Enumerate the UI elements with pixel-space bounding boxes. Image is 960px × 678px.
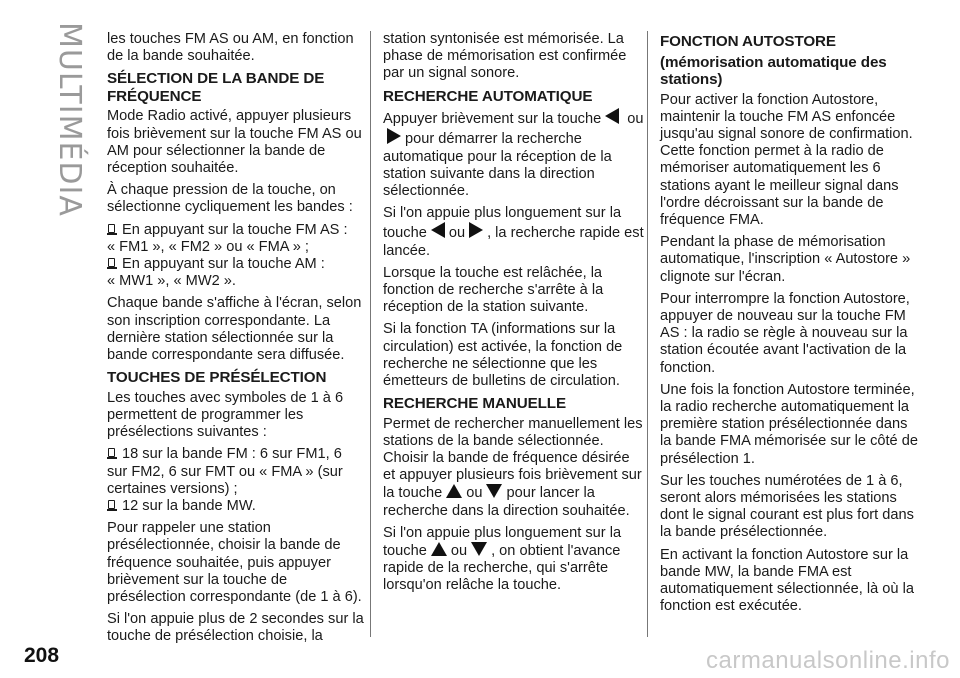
list-item	[107, 256, 365, 273]
paragraph: Lorsque la touche est relâchée, la fonction de recherche s'arrête à la réception de la station suivante.	[383, 264, 604, 316]
bullet-icon	[107, 448, 117, 459]
paragraph	[383, 108, 645, 200]
seek-left-icon	[431, 222, 445, 238]
column-1	[107, 31, 365, 651]
heading-autostore: FONCTION AUTOSTORE	[660, 33, 836, 50]
list-item-text: En appuyant sur la touche FM AS :	[122, 221, 348, 238]
paragraph: Si la fonction TA (informations sur la circulation) est activée, la fonction de recherche ne sélectionne que les émetteurs de bulletins de circulation.	[383, 321, 623, 389]
heading-band-selection: SÉLECTION DE LA BANDE DE FRÉQUENCE	[107, 70, 325, 105]
paragraph	[383, 416, 645, 520]
text: Si l'on appuie plus longuement sur la touche	[383, 524, 622, 560]
paragraph: Chaque bande s'affiche à l'écran, selon son inscription correspondante. La dernière station sélectionnée sur la bande correspondante sera diffusée.	[107, 295, 362, 364]
text: , la recherche rapide est lancée.	[383, 225, 644, 259]
paragraph: Pour interrompre la fonction Autostore, appuyer de nouveau sur la touche FM AS : la radio se règle à nouveau sur la station écoutée avant l'activation de la fonction.	[660, 290, 910, 376]
list-item	[107, 446, 365, 498]
paragraph: les touches FM AS ou AM, en fonction de la bande souhaitée.	[107, 31, 354, 65]
text: ou	[627, 111, 644, 128]
bullet-icon	[107, 224, 117, 235]
paragraph: En activant la fonction Autostore sur la bande MW, la bande FMA est automatiquement sélectionnée, là où la fonction est exécutée.	[660, 546, 914, 615]
text: ou	[450, 543, 468, 560]
heading-manual-search: RECHERCHE MANUELLE	[383, 395, 566, 413]
list-item-text: 18 sur la bande FM : 6 sur FM1, 6 sur FM2, 6 sur FMT ou « FMA » (sur certaines versions) ;	[107, 446, 343, 497]
column-2	[383, 31, 645, 600]
paragraph: Pour activer la fonction Autostore, maintenir la touche FM AS enfoncée jusqu'au signal sonore de confirmation. Cette fonction permet à la radio de mémoriser automatiquement les 6 stations ayant le meilleur signal dans l'ordre décroissant sur la bande de fréquence FMA.	[660, 91, 913, 228]
heading-preset-keys: TOUCHES DE PRÉSÉLECTION	[107, 369, 327, 387]
paragraph: Les touches avec symboles de 1 à 6 permettent de programmer les présélections suivantes :	[107, 389, 344, 441]
bullet-icon	[107, 500, 117, 511]
tune-down-icon	[486, 484, 502, 498]
page-number: 208	[24, 644, 60, 667]
text: ou	[466, 485, 483, 502]
seek-right-icon	[469, 222, 483, 238]
seek-right-icon	[387, 128, 401, 144]
column-divider	[370, 31, 371, 637]
column-3	[660, 31, 922, 620]
paragraph	[383, 205, 645, 260]
list-item-text: En appuyant sur la touche AM :	[122, 256, 325, 273]
text: Si l'on appuie plus longuement sur la touche	[383, 205, 622, 242]
paragraph: Sur les touches numérotées de 1 à 6, seront alors mémorisées les stations dont le signal courant est plus fort dans la bande présélectionnée.	[660, 472, 914, 541]
list-item-text: 12 sur la bande MW.	[122, 497, 256, 514]
list-item	[107, 498, 365, 515]
heading-auto-search: RECHERCHE AUTOMATIQUE	[383, 87, 593, 105]
text: , on obtient l'avance rapide de la recherche, qui s'arrête lorsqu'on relâche la touche.	[383, 543, 621, 594]
tune-up-icon	[431, 542, 447, 556]
column-divider	[647, 31, 648, 637]
tune-down-icon	[471, 542, 487, 556]
list-item-continuation: « FM1 », « FM2 » ou « FMA » ;	[107, 238, 309, 255]
watermark: carmanualsonline.info	[706, 647, 950, 674]
paragraph: Une fois la fonction Autostore terminée, la radio recherche automatiquement la première station présélectionnée dans la bande FMA mémorisée sur le côté de présélection 1.	[660, 381, 918, 467]
paragraph: Pendant la phase de mémorisation automatique, l'inscription « Autostore » clignote sur l'écran.	[660, 234, 911, 285]
text: Permet de rechercher manuellement les stations de la bande sélectionnée. Choisir la bande de fréquence désirée et appuyer plusieurs fois brièvement	[383, 415, 643, 484]
text: pour démarrer la recherche automatique pour la réception de la station suivante dans la direction sélectionnée.	[383, 131, 612, 199]
text: ou	[448, 225, 466, 242]
section-side-label: MULTIMÉDIA	[52, 22, 87, 217]
list-item	[107, 222, 365, 239]
paragraph: station syntonisée est mémorisée. La phase de mémorisation est confirmée par un signal sonore.	[383, 31, 627, 82]
paragraph: Si l'on appuie plus de 2 secondes sur la touche de présélection choisie, la	[107, 611, 364, 645]
list-item-continuation: « MW1 », « MW2 ».	[107, 273, 236, 290]
seek-left-icon	[605, 108, 619, 124]
text: sur la touche	[383, 467, 642, 502]
paragraph: Mode Radio activé, appuyer plusieurs fois brièvement sur la touche FM AS ou AM pour sélectionner la bande de réception souhaitée.	[107, 108, 362, 177]
paragraph	[383, 525, 645, 595]
tune-up-icon	[446, 484, 462, 498]
heading-autostore-subtitle: (mémorisation automatique des stations)	[660, 53, 887, 88]
text: pour lancer la recherche dans la direction souhaitée.	[383, 485, 630, 519]
text: Appuyer brièvement sur la touche	[383, 111, 602, 128]
bullet-icon	[107, 258, 117, 269]
paragraph: À chaque pression de la touche, on sélectionne cycliquement les bandes :	[107, 182, 353, 216]
paragraph: Pour rappeler une station présélectionnée, choisir la bande de fréquence souhaitée, puis appuyer brièvement sur la touche de présélection correspondante (de 1 à 6).	[107, 520, 362, 605]
